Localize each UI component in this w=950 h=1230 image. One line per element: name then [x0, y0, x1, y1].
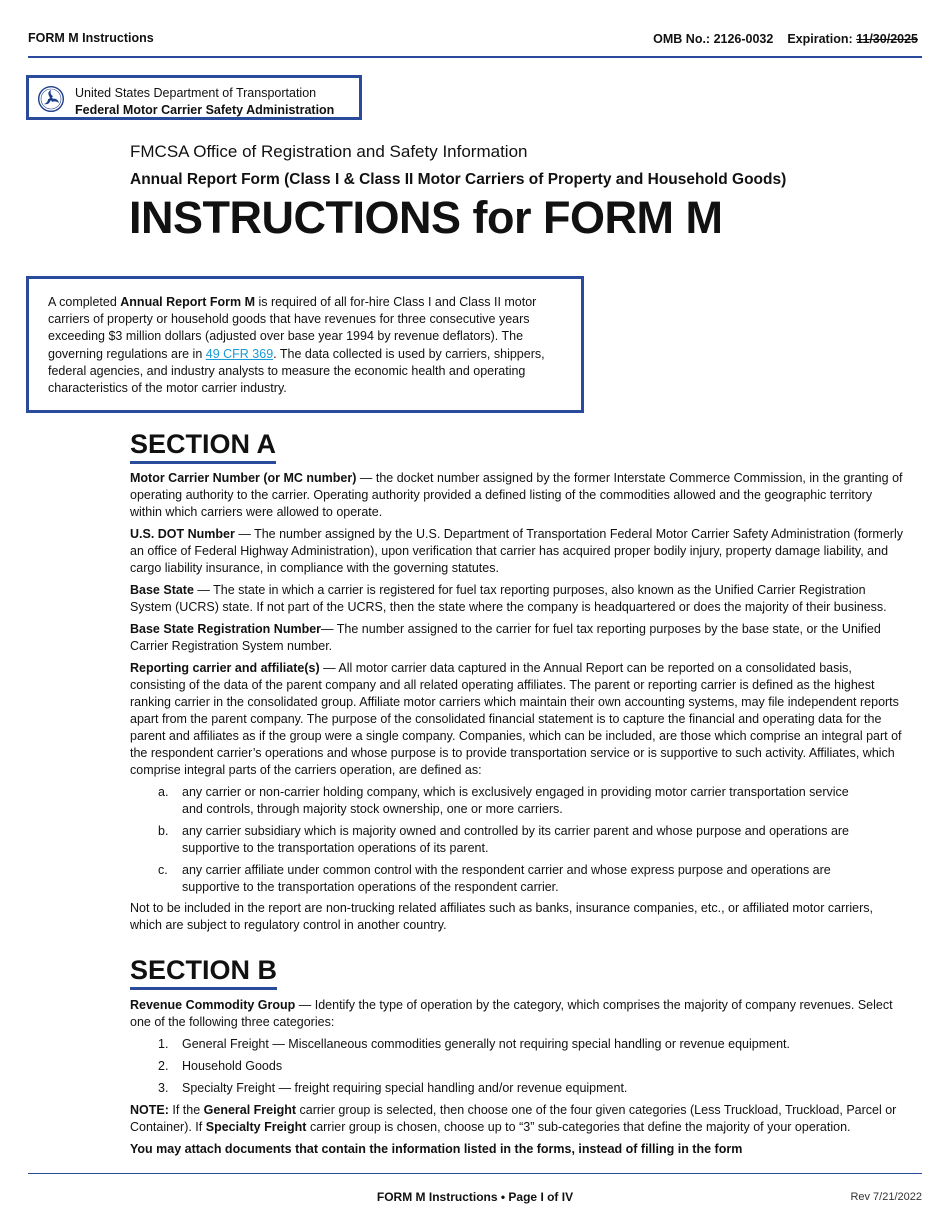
list-item-text: any carrier subsidiary which is majority owned and controlled by its carrier parent and whose purpose and operations are supportive to the transportation operations of its parent.: [182, 824, 850, 855]
list-item-label: 3.: [158, 1081, 169, 1095]
omb-expiration: [653, 32, 918, 46]
cfr-link[interactable]: 49 CFR 369: [205, 346, 274, 361]
list-item: [130, 1036, 905, 1053]
revision-date: Rev 7/21/2022: [850, 1191, 922, 1203]
omb-number: OMB No.: 2126-0032: [653, 32, 774, 46]
term-registration-number: Base State Registration Number: [130, 622, 322, 636]
page-number: FORM M Instructions • Page I of IV: [376, 1190, 574, 1204]
definition-text: — The number assigned to the carrier for fuel tax reporting purposes by the base state, or the Unified Carrier Registration System number.: [130, 622, 881, 653]
section-b: [130, 954, 905, 1158]
intro-box: [26, 276, 584, 413]
list-item-label: b.: [158, 824, 169, 838]
list-item: [130, 784, 850, 818]
list-item-label: 2.: [158, 1059, 169, 1073]
section-b-heading: SECTION B: [130, 954, 277, 990]
list-item: [130, 862, 875, 896]
term-base-state: Base State: [130, 583, 194, 597]
form-label: FORM M Instructions: [28, 31, 154, 45]
list-item: [130, 1058, 905, 1075]
list-item: [130, 823, 870, 857]
note-text: If the: [168, 1103, 204, 1117]
definition-text: — Identify the type of operation by the category, which comprises the majority of company revenues. Select one of the following three categories:: [130, 998, 893, 1029]
intro-text: A completed: [48, 295, 121, 309]
list-item-text: Household Goods: [182, 1059, 283, 1073]
office-name: FMCSA Office of Registration and Safety Information: [130, 142, 528, 161]
note-specialty-freight: Specialty Freight: [205, 1120, 307, 1134]
term-revenue-commodity-group: Revenue Commodity Group: [130, 998, 296, 1012]
definition-text: — All motor carrier data captured in the Annual Report can be reported on a consolidated basis, consisting of the data of the parent company and all related operating affiliates. The parent or reporting carrier is defined as the highest ranking carrier in the consolidated group. Affiliate motor carriers which maintain their own accounting systems, may file independent reports apart from the parent company. The purpose of the consolidated financial statement is to capture the financial and operating data for the parent and affiliates as if the group were a single company. Companies, which can be included, are those which comprise an integral part of the respondent carrier’s operations and whose purpose is to provide transportation service or is supportive to such activity. Affiliates, which comprise integral parts of the carriers operation, are defined as:: [130, 661, 902, 777]
definition-text: — the docket number assigned by the former Interstate Commerce Commission, in the granting of operating authority to the carrier. Operating authority provided a defined listing of the commodities allowed and the geographic territory within which carriers were allowed to operate.: [130, 471, 903, 519]
note: [130, 1102, 905, 1136]
section-a: [130, 428, 905, 934]
intro-form-name: Annual Report Form M: [120, 295, 255, 309]
exclusion-note: Not to be included in the report are non-trucking related affiliates such as banks, insurance companies, etc., or affiliated motor carriers, which are subject to regulatory control in another country.: [130, 901, 873, 932]
note-general-freight: General Freight: [203, 1103, 297, 1117]
expiration-date: 11/30/2025: [856, 32, 918, 46]
list-item-text: any carrier or non-carrier holding company, which is exclusively engaged in providing motor carrier transportation service and controls, through majority stock ownership, one or more carriers.: [182, 785, 849, 816]
list-item: [130, 1080, 905, 1097]
agency-box: [26, 75, 362, 120]
intro-text: . The data collected is used by carriers, shippers, federal agencies, and industry analysts to measure the economic health and operating characteristics of the motor carrier industry.: [48, 346, 545, 396]
footer-divider: [28, 1173, 922, 1174]
form-subtitle: Annual Report Form (Class I & Class II Motor Carriers of Property and Household Goods): [130, 171, 787, 188]
list-item-text: General Freight — Miscellaneous commodities generally not requiring special handling or revenue equipment.: [182, 1037, 790, 1051]
page-title: INSTRUCTIONS for FORM M: [129, 192, 723, 243]
expiration-label: Expiration:: [787, 32, 853, 46]
attach-notice: You may attach documents that contain the information listed in the forms, instead of filling in the form: [130, 1142, 743, 1156]
term-reporting-carrier: Reporting carrier and affiliate(s): [130, 661, 320, 675]
definition-dot-number: [130, 526, 905, 577]
list-item-text: Specialty Freight — freight requiring special handling and/or revenue equipment.: [182, 1081, 628, 1095]
department-name: United States Department of Transportation: [75, 86, 317, 100]
intro-text: is required of all for-hire Class I and Class II motor carriers of property or household goods that have revenues for three consecutive years exceeding $3 million dollars (adjusted over base year 1994 by revenue deflators). The governing regulations are in: [48, 295, 537, 361]
definition-mc-number: [130, 470, 905, 521]
definition-revenue-commodity-group: [130, 997, 905, 1031]
list-item-label: c.: [158, 863, 168, 877]
administration-name: Federal Motor Carrier Safety Administration: [75, 103, 335, 117]
note-text: carrier group is selected, then choose one of the four given categories (Less Truckload, Truckload, Parcel or Container). If: [130, 1103, 897, 1134]
term-dot-number: U.S. DOT Number: [130, 527, 235, 541]
note-label: NOTE:: [130, 1103, 169, 1117]
page-header: [28, 30, 922, 58]
definition-text: — The state in which a carrier is registered for fuel tax reporting purposes, also known as the Unified Carrier Registration System (UCRS) state. If not part of the UCRS, then the state where the company is headquartered or does the majority of their business.: [130, 583, 887, 614]
list-item-label: a.: [158, 785, 169, 799]
dot-eagle-icon: [38, 86, 64, 112]
section-a-heading: SECTION A: [130, 428, 276, 464]
list-item-label: 1.: [158, 1037, 169, 1051]
definition-text: — The number assigned by the U.S. Department of Transportation Federal Motor Carrier Safety Administration (formerly an office of Federal Highway Administration), upon verification that carrier has acquired proper bodily injury, property damage liability, and cargo liability insurance, in compliance with the governing statutes.: [130, 527, 903, 575]
definition-base-state: [130, 582, 905, 616]
definition-registration-number: [130, 621, 905, 655]
definition-reporting-carrier: [130, 660, 905, 779]
term-mc-number: Motor Carrier Number (or MC number): [130, 471, 357, 485]
list-item-text: any carrier affiliate under common control with the respondent carrier and whose express purpose and operations are supportive to the transportation operations of the respondent carrier.: [182, 863, 831, 894]
note-text: carrier group is chosen, choose up to “3” sub-categories that define the majority of your operation.: [306, 1120, 851, 1134]
